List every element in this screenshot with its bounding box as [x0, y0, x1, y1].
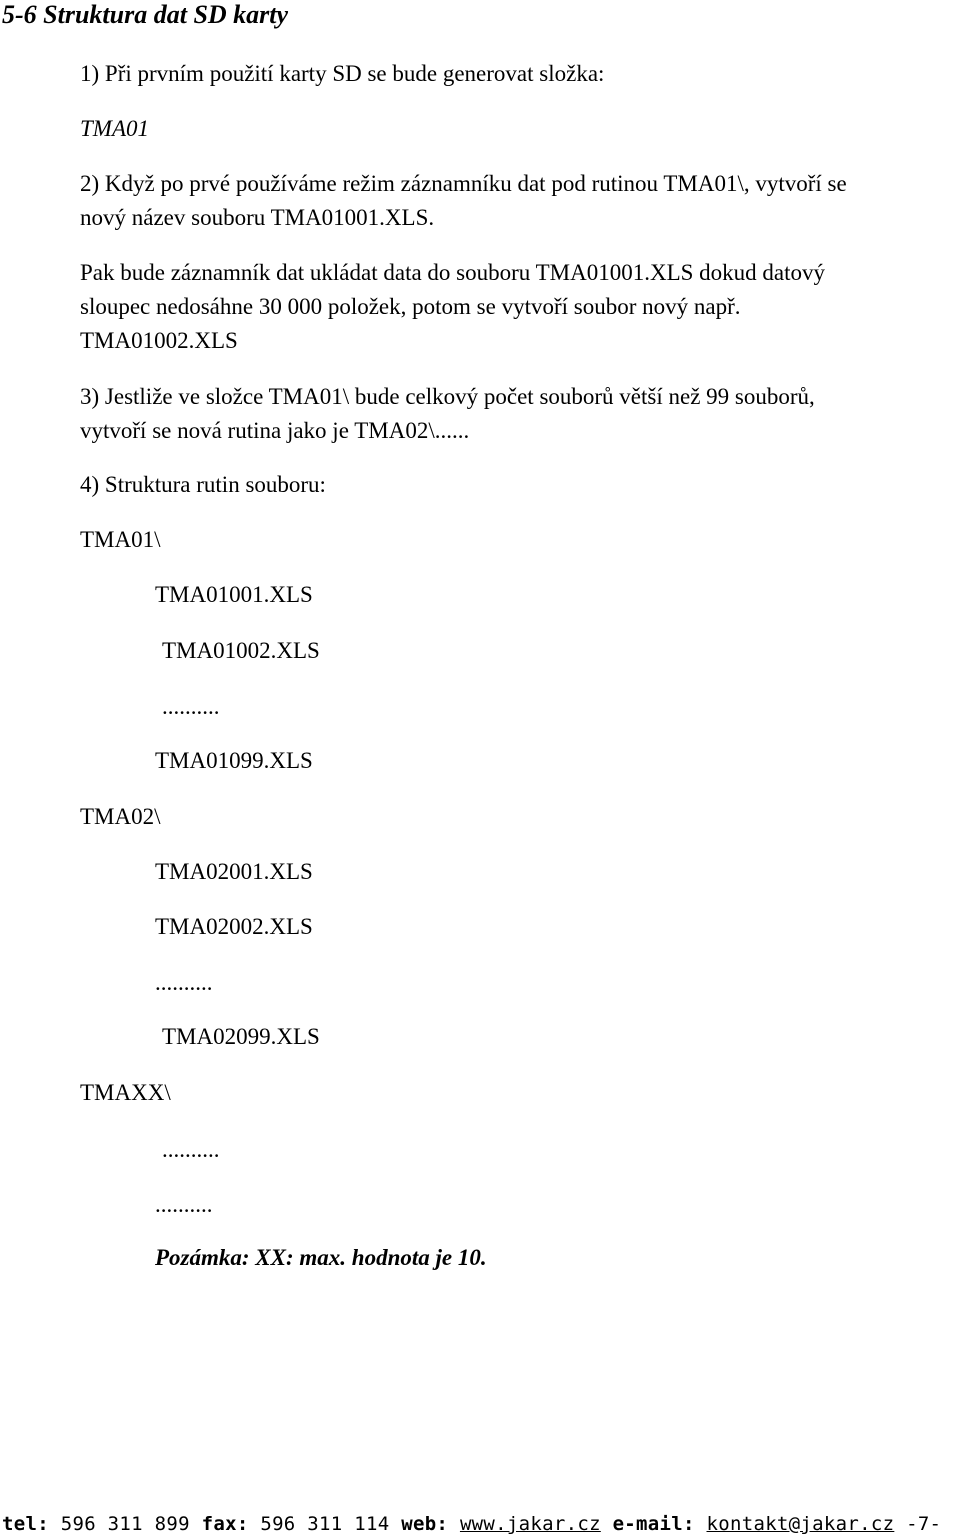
tel-label: tel:: [2, 1513, 49, 1535]
folder-name: TMA01: [80, 116, 149, 141]
paragraph-2-line-4: sloupec nedosáhne 30 000 položek, potom se vytvoří soubor nový např.: [80, 294, 741, 319]
tree-ellipsis: ..........: [162, 1137, 220, 1162]
note: Pozámka: XX: max. hodnota je 10.: [155, 1245, 487, 1270]
footer-contact: [2, 1511, 941, 1537]
tree-file: TMA01002.XLS: [162, 638, 320, 663]
web-label: web:: [401, 1513, 449, 1535]
tel-value: 596 311 899: [60, 1513, 190, 1535]
tree-dir-tma02: TMA02\: [80, 804, 161, 829]
page-title: 5-6 Struktura dat SD karty: [2, 0, 289, 29]
paragraph-3-line-1: 3) Jestliže ve složce TMA01\ bude celkový počet souborů větší než 99 souborů,: [80, 384, 815, 409]
tree-ellipsis: ..........: [162, 694, 220, 719]
page-number: -7-: [906, 1513, 942, 1535]
paragraph-2-line-1: 2) Když po prvé používáme režim záznamníku dat pod rutinou TMA01\, vytvoří se: [80, 171, 847, 196]
tree-file: TMA02001.XLS: [155, 859, 313, 884]
tree-file: TMA01001.XLS: [155, 582, 313, 607]
email-label: e-mail:: [612, 1513, 695, 1535]
paragraph-2-line-3: Pak bude záznamník dat ukládat data do souboru TMA01001.XLS dokud datový: [80, 260, 826, 285]
tree-file: TMA01099.XLS: [155, 748, 313, 773]
paragraph-2-line-5: TMA01002.XLS: [80, 328, 238, 353]
tree-file: TMA02002.XLS: [155, 914, 313, 939]
tree-file: TMA02099.XLS: [162, 1024, 320, 1049]
paragraph-1: 1) Při prvním použití karty SD se bude generovat složka:: [80, 61, 605, 86]
tree-dir-tma01: TMA01\: [80, 527, 161, 552]
paragraph-4: 4) Struktura rutin souboru:: [80, 472, 326, 497]
tree-ellipsis: ..........: [155, 1192, 213, 1217]
fax-label: fax:: [201, 1513, 249, 1535]
web-link[interactable]: www.jakar.cz: [459, 1513, 601, 1535]
tree-ellipsis: ..........: [155, 970, 213, 995]
tree-dir-tmaxx: TMAXX\: [80, 1080, 171, 1105]
paragraph-2-line-2: nový název souboru TMA01001.XLS.: [80, 205, 435, 230]
email-link[interactable]: kontakt@jakar.cz: [706, 1513, 895, 1535]
fax-value: 596 311 114: [260, 1513, 390, 1535]
paragraph-3-line-2: vytvoří se nová rutina jako je TMA02\......: [80, 418, 470, 443]
